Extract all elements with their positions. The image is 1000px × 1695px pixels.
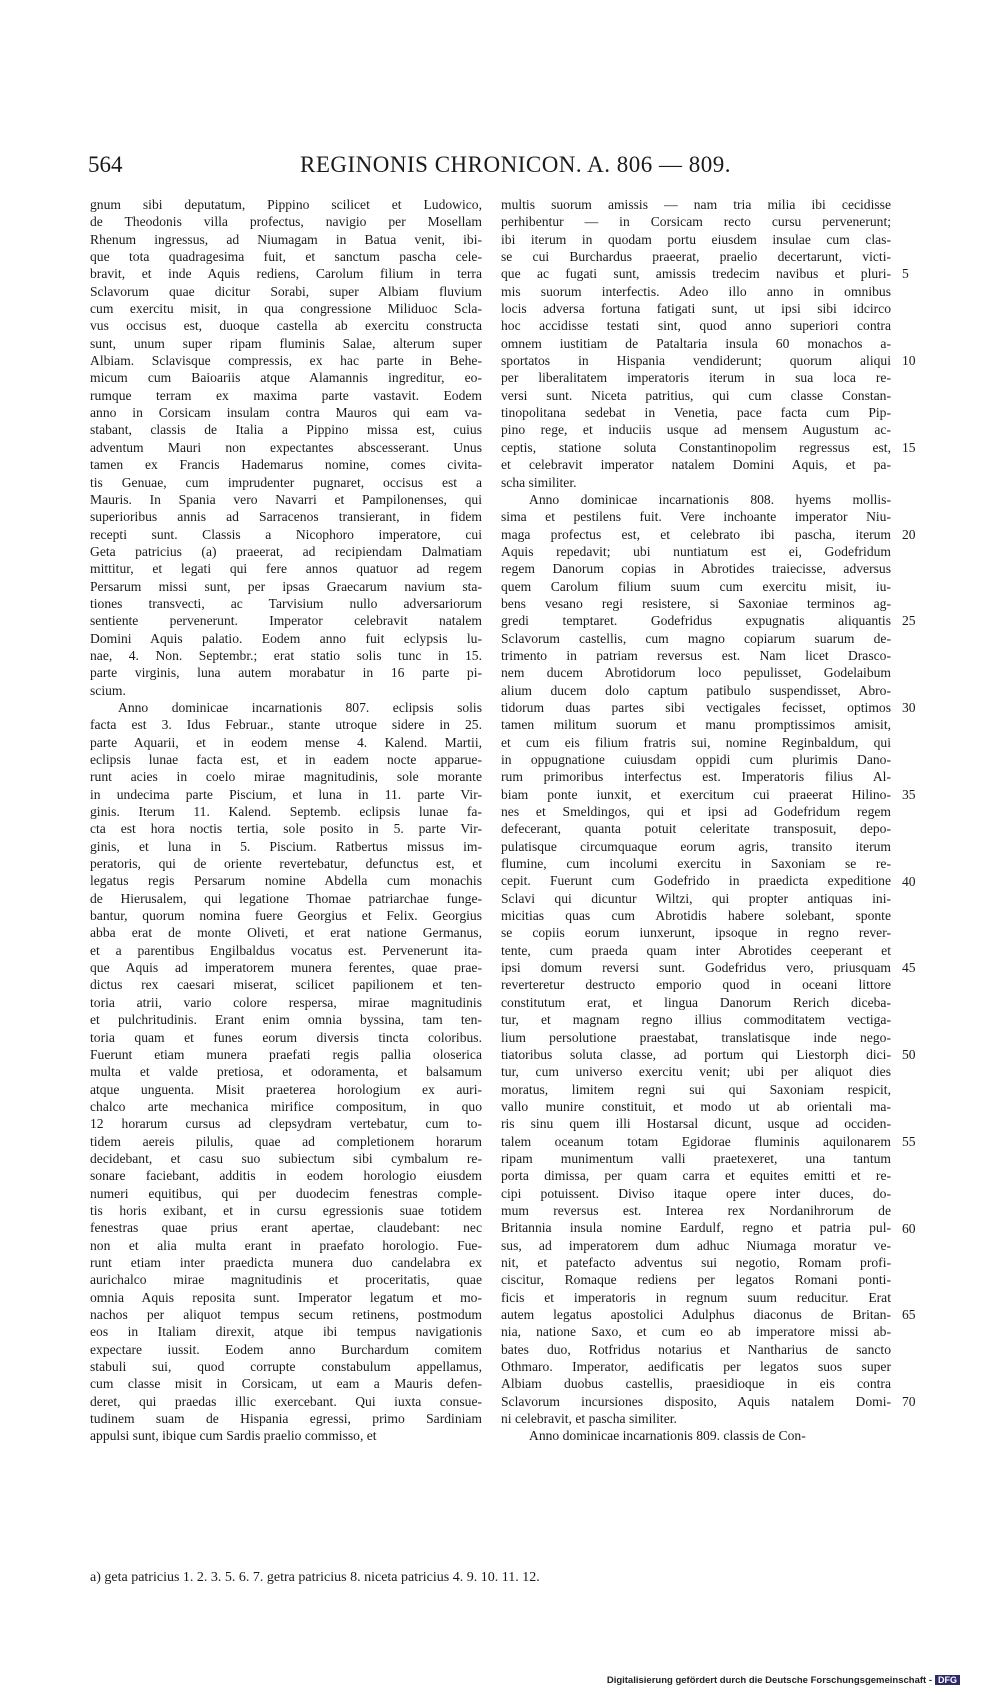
right-text-column <box>501 196 891 1445</box>
right-column-line: ris sinu quem illi Hostarsal dicunt, usque ad occiden- <box>501 1116 891 1132</box>
digitization-credit <box>607 1675 960 1686</box>
right-column-line: nit, et patefacto adventus sui negotio, Romam profi- <box>501 1254 891 1270</box>
right-column-line: flumine, cum incolumi exercitu in Saxoniam se re- <box>501 856 891 872</box>
left-column-line: Fuerunt etiam munera praefati regis pallia oloserica <box>90 1046 482 1062</box>
left-column-line: tidem aereis pilulis, quae ad completionem horarum <box>90 1133 482 1149</box>
left-column-line: runt etiam inter praedicta munera duo candelabra ex <box>90 1254 482 1270</box>
left-column-line: rumque terram ex maxima parte vastavit. Eodem <box>90 387 482 403</box>
left-column-line: 12 horarum cursus ad clepsydram vertebatur, cum to- <box>90 1116 482 1132</box>
left-column-line: anno in Corsicam insulam contra Mauros qui eam va- <box>90 405 482 421</box>
right-column-line: hoc accidisse testati sint, quod anno superiori contra <box>501 318 891 334</box>
line-number: 30 <box>902 700 916 716</box>
left-text-column <box>90 196 482 1445</box>
right-column-line: regem Danorum copias in Abrotides traiecisse, adversus <box>501 561 891 577</box>
left-column-line: Anno dominicae incarnationis 807. eclipsis solis <box>118 699 482 715</box>
line-number: 5 <box>902 266 909 282</box>
right-column-line: alium ducem dolo captum patibulo suspendisset, Abro- <box>501 682 891 698</box>
left-column-line: cta est hora noctis tertia, sole posito in 5. parte Vir- <box>90 821 482 837</box>
right-column-line: scha similiter. <box>501 474 577 490</box>
right-column-line: trimento in patriam reversus est. Nam licet Drasco- <box>501 647 891 663</box>
left-column-line: de Hierusalem, qui legatione Thomae patriarchae funge- <box>90 890 482 906</box>
right-column-line: omnem iustitiam de Pataltaria insula 60 monachos a- <box>501 335 891 351</box>
right-column-line: defecerant, quanta potuit celeritate transposuit, depo- <box>501 821 891 837</box>
right-column-line: rum primoribus interfectus est. Imperatoris filius Al- <box>501 769 891 785</box>
line-number: 60 <box>902 1220 916 1236</box>
left-column-line: adventum Mauri non expectantes abscesserant. Unus <box>90 439 482 455</box>
left-column-line: parte virginis, luna autem morabatur in 16 parte pi- <box>90 665 482 681</box>
left-column-line: sonare faciebant, additis in eodem horologio eiusdem <box>90 1168 482 1184</box>
right-column-line: tamen militum suorum et manu promptissimos amisit, <box>501 717 891 733</box>
left-column-line: legatus regis Persarum nomine Abdella cum monachis <box>90 873 482 889</box>
left-column-line: bravit, et inde Aquis rediens, Carolum filium in terra <box>90 266 482 282</box>
left-column-line: runt acies in coelo mirae magnitudinis, sole morante <box>90 769 482 785</box>
right-column-line: Aquis repedavit; ubi nuntiatum est ei, Godefridum <box>501 543 891 559</box>
right-column-line: tiatoribus soluta classe, ad portum qui Liestorph dici- <box>501 1046 891 1062</box>
right-column-line: Sclavorum castellis, cum magno copiarum suarum de- <box>501 630 891 646</box>
left-column-line: toria atrii, vario colore respersa, mirae magnitudinis <box>90 994 482 1010</box>
right-column-line: ciscitur, Romaque rediens per legatos Romani ponti- <box>501 1272 891 1288</box>
right-column-line: ficis et imperatoris in regnum suum reducitur. Erat <box>501 1289 891 1305</box>
line-number: 25 <box>902 613 916 629</box>
left-column-line: atque unguenta. Misit praeterea horologium ex auri- <box>90 1081 482 1097</box>
right-column-line: Sclavorum incursiones disposito, Aquis natalem Domi- <box>501 1393 891 1409</box>
left-column-line: nae, 4. Non. Septembr.; erat statio solis tunc in 15. <box>90 647 482 663</box>
right-column-line: Anno dominicae incarnationis 809. classis de Con- <box>529 1428 806 1444</box>
line-number: 40 <box>902 873 916 889</box>
left-column-line: aurichalco mirae magnitudinis et proceritatis, quae <box>90 1272 482 1288</box>
right-column-line: perhibentur — in Corsicam recto cursu pervenerunt; <box>501 214 891 230</box>
left-column-line: tamen ex Francis Hademarus nomine, comes civita- <box>90 457 482 473</box>
right-column-line: reverteretur destructo emporio quod in oceani littore <box>501 977 891 993</box>
right-column-line: mis suorum interfectis. Adeo illo anno in omnibus <box>501 283 891 299</box>
left-column-line: omnia Aquis reposita sunt. Imperator legatum et mo- <box>90 1289 482 1305</box>
left-column-line: superioribus annis ad Sarracenos transierant, in fidem <box>90 509 482 525</box>
left-column-line: Rhenum ingressus, ad Niumagam in Batua venit, ibi- <box>90 231 482 247</box>
right-column-line: talem oceanum totam Egidorae fluminis aquilonarem <box>501 1133 891 1149</box>
left-column-line: Albiam. Sclavisque compressis, ex hac parte in Behe- <box>90 353 482 369</box>
left-column-line: tiones transvecti, ac Tarvisium nullo adversariorum <box>90 595 482 611</box>
left-column-line: scium. <box>90 682 126 698</box>
right-column-line: et cum eis filium fratris sui, nomine Reginbaldum, qui <box>501 734 891 750</box>
line-number: 50 <box>902 1047 916 1063</box>
right-column-line: se cui Burchardus praeerat, praelio decertarunt, victi- <box>501 249 891 265</box>
left-column-line: appulsi sunt, ibique cum Sardis praelio commisso, et <box>90 1428 377 1444</box>
right-column-line: nem ducem Abrotidorum loco pepulisset, Godelaibum <box>501 665 891 681</box>
left-column-line: non et alia multa erant in praefato horologio. Fue- <box>90 1237 482 1253</box>
right-column-line: moratus, limitem regni sui qui Saxoniam respicit, <box>501 1081 891 1097</box>
running-head: REGINONIS CHRONICON. A. 806 — 809. <box>300 152 732 177</box>
right-column-line: se copiis eorum iunxerunt, ipsoque in regno rever- <box>501 925 891 941</box>
right-column-line: nia, natione Saxo, et cum eo ab imperatore missi ab- <box>501 1324 891 1340</box>
right-column-line: cepit. Fuerunt cum Godefrido in praedicta expeditione <box>501 873 891 889</box>
left-column-line: eos in Italiam direxit, atque ibi tempus navigationis <box>90 1324 482 1340</box>
left-column-line: multa et valde pretiosa, et odoramenta, et balsamum <box>90 1064 482 1080</box>
left-column-line: Domini Aquis palatio. Eodem anno fuit eclypsis lu- <box>90 630 482 646</box>
left-column-line: abba erat de monte Oliveti, et erat natione Germanus, <box>90 925 482 941</box>
left-column-line: sunt, unum super ripam fluminis Salae, alterum super <box>90 335 482 351</box>
left-column-line: et a parentibus Engilbaldus vocatus est. Pervenerunt ita- <box>90 942 482 958</box>
right-column-line: Anno dominicae incarnationis 808. hyems mollis- <box>529 491 891 507</box>
credit-text: Digitalisierung gefördert durch die Deutsche Forschungsgemeinschaft - <box>606 1675 932 1686</box>
right-column-line: bates duo, Rotfridus notarius et Nantharius de sancto <box>501 1341 891 1357</box>
right-column-line: ni celebravit, et pascha similiter. <box>501 1411 677 1427</box>
right-column-line: que ac fugati sunt, amissis tredecim navibus et pluri- <box>501 266 891 282</box>
left-column-line: stabant, classis de Italia a Pippino missa est, cuius <box>90 422 482 438</box>
left-column-line: fenestras quae prius erant apertae, claudebant: nec <box>90 1220 482 1236</box>
left-column-line: recepti sunt. Classis a Nicophoro imperatore, cui <box>90 526 482 542</box>
left-column-line: vus occisus est, duoque castella ab exercitu constructa <box>90 318 482 334</box>
left-column-line: chalco arte mechanica mirifice compositum, in quo <box>90 1098 482 1114</box>
right-column-line: ipsi domum reversi sunt. Godefridus vero, priusquam <box>501 960 891 976</box>
left-column-line: deret, qui praedas illic exercebant. Qui iuxta consue- <box>90 1393 482 1409</box>
right-column-line: pulatisque circumquaque eorum agris, transito iterum <box>501 838 891 854</box>
left-column-line: Persarum missi sunt, per ipsas Graecarum navium sta- <box>90 578 482 594</box>
right-column-line: sima et pestilens fuit. Vere inchoante imperator Niu- <box>501 509 891 525</box>
line-number: 20 <box>902 526 916 542</box>
left-column-line: bantur, quorum nomina fuere Georgius et Felix. Georgius <box>90 908 482 924</box>
left-column-line: micum cum Baioariis atque Alamannis ingreditur, eo- <box>90 370 482 386</box>
left-column-line: de Theodonis villa profectus, navigio per Mosellam <box>90 214 482 230</box>
right-column-line: ibi iterum in quodam portu eiusdem insulae cum clas- <box>501 231 891 247</box>
left-column-line: tis horis exibant, et in cursu egressionis suae totidem <box>90 1202 482 1218</box>
left-column-line: Mauris. In Spania vero Navarri et Pampilonenses, qui <box>90 491 482 507</box>
right-column-line: gredi temptaret. Godefridus expugnatis aliquantis <box>501 613 891 629</box>
left-column-line: que tota quadragesima fuit, et sanctum pascha cele- <box>90 249 482 265</box>
left-column-line: Geta patricius (a) praeerat, ad recipiendam Dalmatiam <box>90 543 482 559</box>
right-column-line: versi sunt. Niceta patritius, qui cum classe Constan- <box>501 387 891 403</box>
right-column-line: ripam munimentum valli praetexeret, una tantum <box>501 1150 891 1166</box>
left-column-line: cum classe misit in Corsicam, ut eam a Mauris defen- <box>90 1376 482 1392</box>
right-column-line: sportatos in Hispania vendiderunt; quorum aliqui <box>501 353 891 369</box>
left-column-line: ginis, et luna in 5. Piscium. Ratbertus missus im- <box>90 838 482 854</box>
right-column-line: bens vesano regi resistere, si Saxoniae terminos ag- <box>501 595 891 611</box>
right-column-line: et celebravit imperator natalem Domini Aquis, et pa- <box>501 457 891 473</box>
left-column-line: in undecima parte Piscium, et luna in 11. parte Vir- <box>90 786 482 802</box>
right-column-line: cipi potuissent. Diviso itaque opere inter duces, do- <box>501 1185 891 1201</box>
left-column-line: Sclavorum quae dicitur Sorabi, super Albiam fluvium <box>90 283 482 299</box>
right-column-line: mum reversus est. Interea rex Nordanihrorum de <box>501 1202 891 1218</box>
left-column-line: stabuli sui, quod corrupte constabulum appellamus, <box>90 1359 482 1375</box>
right-column-line: Britannia insula nomine Eardulf, regno et patria pul- <box>501 1220 891 1236</box>
left-column-line: ginis. Iterum 11. Kalend. Septemb. eclipsis lunae fa- <box>90 804 482 820</box>
right-column-line: per liberalitatem imperatoris iterum in sua loca re- <box>501 370 891 386</box>
right-column-line: in oppugnatione cuiusdam oppidi cum plurimis Dano- <box>501 752 891 767</box>
left-column-line: tis Genuae, cum imprudenter pugnaret, occisus est a <box>90 474 482 490</box>
page-number: 564 <box>88 152 123 177</box>
left-column-line: parte Aquarii, et in eodem mense 4. Kalend. Martii, <box>90 734 482 750</box>
left-column-line: et pulchritudinis. Erant enim omnia byssina, tam ten- <box>90 1012 482 1028</box>
left-column-line: sentiente pervenerunt. Imperator celebravit natalem <box>90 613 482 629</box>
right-column-line: micitias quas cum Abrotidis habere solebant, sponte <box>501 908 891 924</box>
line-number: 35 <box>902 786 916 802</box>
right-column-line: sus, ad imperatorem dum adhuc Niumaga moratur ve- <box>501 1237 891 1253</box>
right-column-line: tinopolitana sedebat in Venetia, pace facta cum Pip- <box>501 405 891 421</box>
right-column-line: tur, et magnam regno illius commoditatem vectiga- <box>501 1012 891 1028</box>
right-column-line: tur, cum universo exercitu venit; ubi per aliquot dies <box>501 1064 891 1080</box>
right-column-line: constitutum erat, et lingua Danorum Rerich diceba- <box>501 994 891 1010</box>
right-column-line: porta dimissa, per quam carra et equites emitti et re- <box>501 1168 891 1184</box>
left-column-line: que Aquis ad imperatorem munera ferentes, quae prae- <box>90 960 482 976</box>
right-column-line: maga profectus est, et celebrato ibi pascha, iterum <box>501 526 891 542</box>
right-column-line: biam ponte iunxit, et exercitum cui praeerat Hilino- <box>501 786 891 802</box>
right-column-line: Albiam duobus castellis, praesidioque in eis contra <box>501 1376 891 1392</box>
left-column-line: peratoris, qui de oriente revertebatur, defunctus est, et <box>90 856 482 872</box>
footnote: a) geta patricius 1. 2. 3. 5. 6. 7. getra patricius 8. niceta patricius 4. 9. 10. 11. 12. <box>90 1570 540 1585</box>
right-column-line: multis suorum amissis — nam tria milia ibi cecidisse <box>501 197 891 212</box>
right-column-line: pino rege, et induciis usque ad mensem Augustum ac- <box>501 422 891 438</box>
right-column-line: tidorum duas partes sibi vectigales fecisset, optimos <box>501 699 891 715</box>
left-column-line: cum exercitu misit, in qua congressione Miliduoc Scla- <box>90 301 482 317</box>
left-column-line: toria quam et funes eorum diversis tincta coloribus. <box>90 1029 482 1045</box>
line-number: 15 <box>902 439 916 455</box>
right-column-line: locis adversa fortuna fatigati sunt, ut ipsi sibi idcirco <box>501 301 891 317</box>
left-column-line: facta est 3. Idus Februar., stante utroque sidere in 25. <box>90 717 482 733</box>
line-number: 10 <box>902 353 916 369</box>
right-column-line: nes et Smeldingos, qui et ipsi ad Godefridum regem <box>501 804 891 820</box>
left-column-line: numeri equitibus, qui per duodecim fenestras comple- <box>90 1185 482 1201</box>
right-column-line: Sclavi qui dicuntur Wiltzi, qui propter antiquas ini- <box>501 890 891 906</box>
left-column-line: nachos per aliquot tempus secum retinens, postmodum <box>90 1307 482 1322</box>
dfg-logo: DFG <box>935 1675 960 1685</box>
right-column-line: vallo munire constituit, et modo ut ab orientali ma- <box>501 1098 891 1114</box>
right-column-line: Othmaro. Imperator, aedificatis per legatos suos super <box>501 1359 891 1375</box>
line-number: 55 <box>902 1133 916 1149</box>
left-column-line: expectare iussit. Eodem anno Burchardum comitem <box>90 1341 482 1357</box>
right-column-line: autem legatus apostolici Adulphus diaconus de Britan- <box>501 1307 891 1322</box>
right-column-line: tente, cum praeda quam inter Abrotides ceeperant et <box>501 942 891 958</box>
left-column-line: dictus rex caesari miserat, scilicet papilionem et ten- <box>90 977 482 993</box>
right-column-line: lium persolutione praestabat, translatisque inde nego- <box>501 1029 891 1045</box>
left-column-line: decidebant, et casu suo subiectum sibi cymbalum re- <box>90 1150 482 1166</box>
line-number: 65 <box>902 1307 916 1323</box>
right-column-line: quem Carolum filium suum cum exercitu misit, iu- <box>501 578 891 594</box>
left-column-line: tudinem suam de Hispania egressi, primo Sardiniam <box>90 1411 482 1427</box>
line-number: 70 <box>902 1394 916 1410</box>
left-column-line: gnum sibi deputatum, Pippino scilicet et Ludowico, <box>90 197 482 212</box>
left-column-line: mittitur, et legati qui fere annos quatuor ad regem <box>90 561 482 577</box>
line-number: 45 <box>902 960 916 976</box>
left-column-line: eclipsis lunae facta est, et in eadem nocte apparue- <box>90 752 482 767</box>
right-column-line: ceptis, statione soluta Constantinopolim regressus est, <box>501 439 891 455</box>
